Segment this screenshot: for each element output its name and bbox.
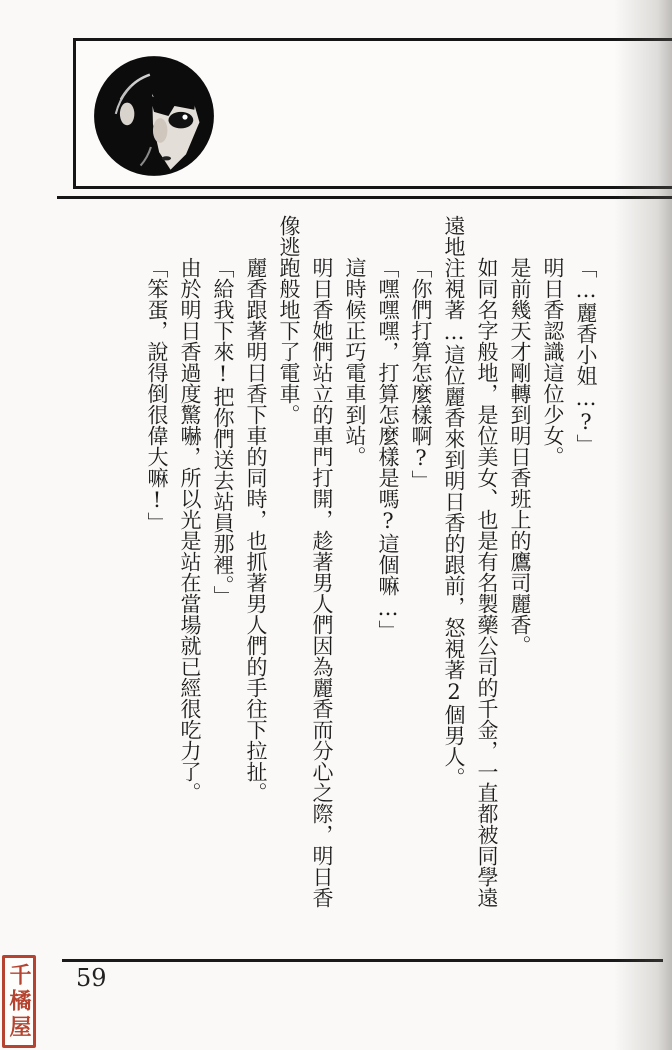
paragraph: 明日香她們站立的車門打開，趁著男人們因為麗香而分心之際，明日香像逃跑般地下了電車。 — [277, 215, 334, 908]
publisher-seal-text: 千橘屋 — [6, 962, 32, 1041]
paragraph: 如同名字般地，是位美女、也是有名製藥公司的千金，一直都被同學遠遠地注視著…這位麗香來到明日香的跟前，怒視著2個男人。 — [442, 215, 499, 908]
paragraph: 由於明日香過度驚嚇，所以光是站在當場就已經很吃力了。 — [178, 257, 202, 803]
story-text — [132, 215, 602, 915]
paragraph: 「笨蛋，說得倒很偉大嘛!」 — [145, 257, 169, 533]
paragraph: 麗香跟著明日香下車的同時，也抓著男人們的手往下拉扯。 — [244, 257, 268, 803]
publisher-seal — [2, 955, 36, 1048]
paragraph: 明日香認識這位少女。 — [541, 257, 565, 467]
paragraph: 「…麗香小姐…?」 — [574, 257, 598, 455]
paragraph: 「嘿嘿嘿，打算怎麼樣是嗎?這個嘛…」 — [376, 257, 400, 641]
paragraph: 是前幾天才剛轉到明日香班上的鷹司麗香。 — [508, 257, 532, 656]
page-number: 59 — [76, 964, 107, 992]
header-divider — [57, 196, 672, 199]
manga-girl-portrait-icon — [92, 54, 216, 178]
paragraph: 「給我下來!把你們送去站員那裡。」 — [211, 257, 235, 607]
paragraph: 「你們打算怎麼樣啊?」 — [409, 257, 433, 491]
footer-divider — [62, 959, 663, 962]
paragraph: 這時候正巧電車到站。 — [343, 257, 367, 467]
